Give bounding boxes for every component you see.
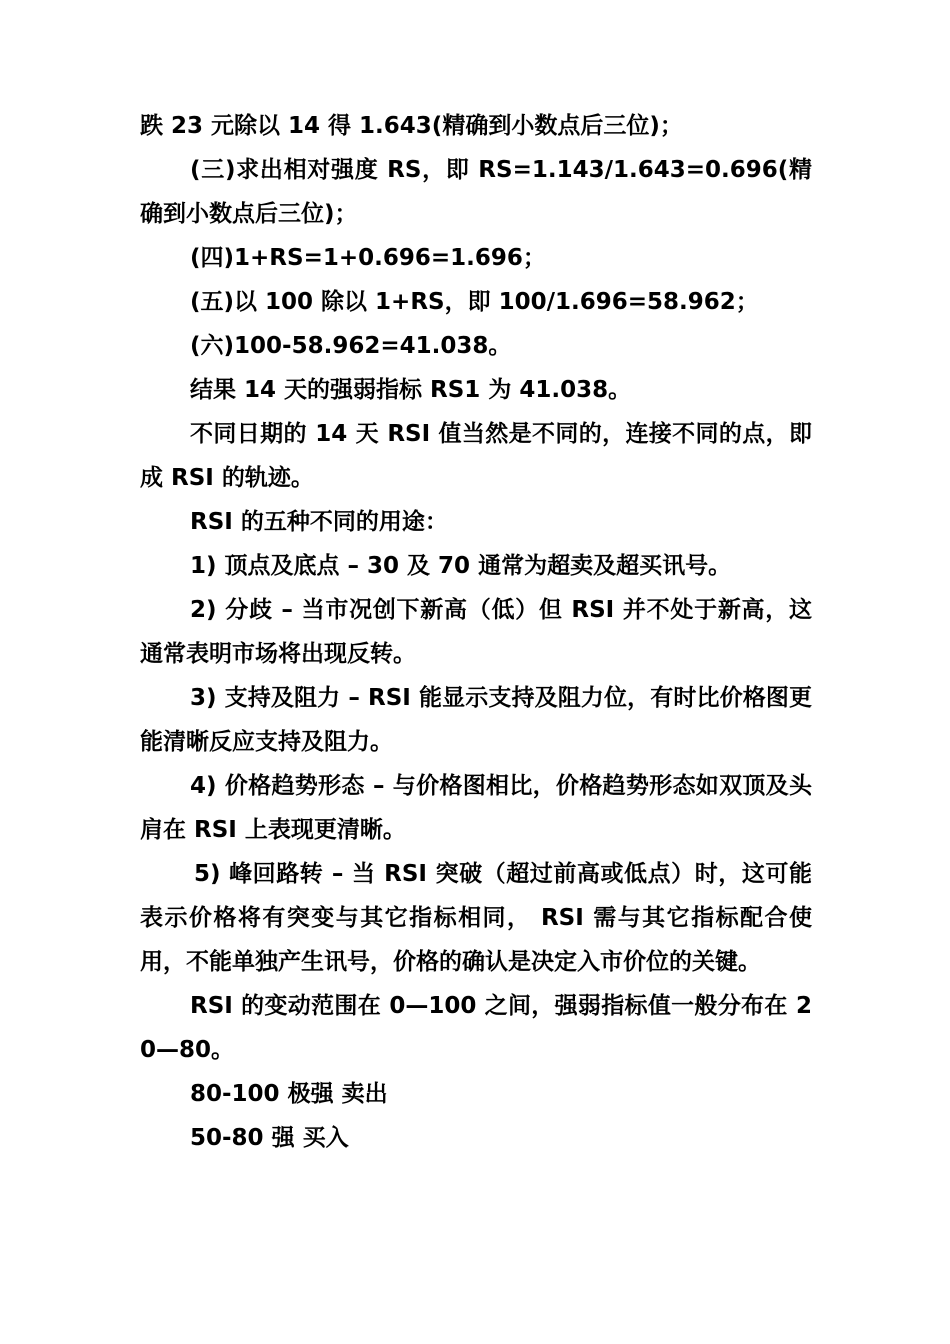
paragraph-step-three: (三)求出相对强度 RS，即 RS=1.143/1.643=0.696(精确到小数点后三位)； [140,157,812,227]
list-item-use-5: 5) 峰回路转 – 当 RSI 突破（超过前高或低点）时，这可能表示价格将有突变与其它指标相同， RSI 需与其它指标配合使用，不能单独产生讯号，价格的确认是决定入市价位的关键。 [140,861,812,975]
range-row-strong: 50-80 强 买入 [190,1125,349,1151]
list-item-use-3: 3) 支持及阻力 – RSI 能显示支持及阻力位，有时比价格图更能清晰反应支持及阻力。 [140,685,812,755]
paragraph-rsi-range: RSI 的变动范围在 0—100 之间，强弱指标值一般分布在 20—80。 [140,993,812,1063]
document-body [140,104,812,1160]
paragraph-step-four: (四)1+RS=1+0.696=1.696； [190,245,546,271]
paragraph-step-six: (六)100-58.962=41.038。 [190,333,512,359]
paragraph-step-five: (五)以 100 除以 1+RS，即 100/1.696=58.962； [190,289,759,315]
list-item-use-4: 4) 价格趋势形态 – 与价格图相比，价格趋势形态如双顶及头肩在 RSI 上表现更清晰。 [140,773,812,843]
list-item-use-2: 2) 分歧 – 当市况创下新高（低）但 RSI 并不处于新高，这通常表明市场将出现反转。 [140,597,812,667]
paragraph-rsi-trajectory: 不同日期的 14 天 RSI 值当然是不同的，连接不同的点，即成 RSI 的轨迹。 [140,421,812,491]
paragraph-result: 结果 14 天的强弱指标 RS1 为 41.038。 [190,377,632,403]
paragraph-continuation: 跌 23 元除以 14 得 1.643(精确到小数点后三位)； [140,113,683,139]
paragraph-rsi-uses-heading: RSI 的五种不同的用途： [190,509,448,535]
range-row-very-strong: 80-100 极强 卖出 [190,1081,388,1107]
list-item-use-1: 1) 顶点及底点 – 30 及 70 通常为超卖及超买讯号。 [190,553,732,579]
